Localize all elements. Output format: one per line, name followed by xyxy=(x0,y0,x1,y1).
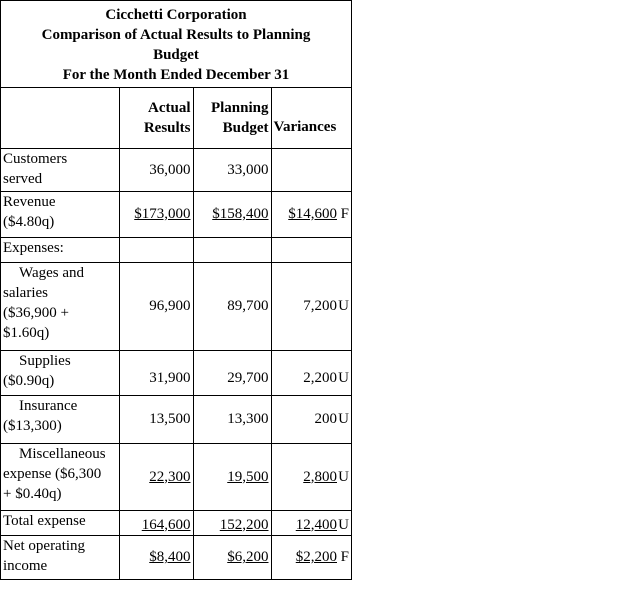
amount: 2,200 xyxy=(303,369,337,386)
amount: 22,300 xyxy=(149,468,191,485)
amount: $6,200 xyxy=(227,549,269,566)
label-text: served xyxy=(3,170,43,187)
table-row-miscellaneous xyxy=(1,443,351,510)
row-label xyxy=(1,535,119,579)
label-text: $1.60q) xyxy=(3,324,50,341)
header-text: Planning xyxy=(210,99,269,116)
amount: 152,200 xyxy=(219,516,269,533)
empty-cell xyxy=(119,237,193,262)
header-row xyxy=(1,88,351,148)
variance-flag: U xyxy=(338,516,349,533)
label-text: Supplies xyxy=(19,352,71,369)
header-variances: Variances xyxy=(271,88,351,148)
table-row-insurance xyxy=(1,395,351,443)
header-text: Budget xyxy=(222,119,269,136)
report-title-line: Comparison of Actual Results to Planning xyxy=(41,27,311,43)
planning-value xyxy=(193,191,271,237)
label-text: income xyxy=(3,557,48,574)
planning-value: 33,000 xyxy=(193,148,271,191)
report-title-block xyxy=(1,1,351,88)
actual-value xyxy=(119,191,193,237)
header-planning-budget xyxy=(193,88,271,148)
amount: $173,000 xyxy=(134,206,191,222)
label-text: + $0.40q) xyxy=(3,485,62,502)
planning-value xyxy=(193,443,271,510)
row-label: Expenses: xyxy=(1,237,119,262)
variance-value xyxy=(271,510,351,535)
label-text: expense ($6,300 xyxy=(3,465,102,482)
amount: $14,600 xyxy=(288,206,337,222)
header-blank xyxy=(1,88,119,148)
header-actual-results xyxy=(119,88,193,148)
variance-value xyxy=(271,350,351,395)
table-row-expenses-heading xyxy=(1,237,351,262)
planning-value: 29,700 xyxy=(193,350,271,395)
amount: 2,800 xyxy=(303,468,337,485)
planning-value: 89,700 xyxy=(193,262,271,350)
empty-cell xyxy=(271,237,351,262)
variance-value xyxy=(271,262,351,350)
label-text: Net operating xyxy=(3,537,86,554)
row-label xyxy=(1,443,119,510)
report-period: For the Month Ended December 31 xyxy=(62,67,290,83)
amount: $158,400 xyxy=(212,206,269,222)
variance-flag: U xyxy=(338,298,349,314)
amount: 164,600 xyxy=(141,516,191,533)
label-text: ($36,900 + xyxy=(3,304,69,321)
variance-flag: U xyxy=(338,411,349,427)
actual-value: 31,900 xyxy=(119,350,193,395)
amount: 200 xyxy=(314,411,337,427)
actual-value: 96,900 xyxy=(119,262,193,350)
label-text: Revenue xyxy=(3,193,56,210)
comparison-table xyxy=(1,88,351,579)
label-text: Miscellaneous xyxy=(19,445,106,462)
company-name: Cicchetti Corporation xyxy=(105,7,247,23)
table-row-total-expense xyxy=(1,510,351,535)
row-label xyxy=(1,148,119,191)
variance-value xyxy=(271,395,351,443)
planning-value xyxy=(193,535,271,579)
label-text: ($0.90q) xyxy=(3,372,55,389)
variance-flag: U xyxy=(338,369,349,386)
table-row-wages xyxy=(1,262,351,350)
actual-value xyxy=(119,443,193,510)
header-text: Actual xyxy=(148,99,191,116)
row-label xyxy=(1,191,119,237)
row-label xyxy=(1,395,119,443)
amount: 7,200 xyxy=(303,298,337,314)
amount: 19,500 xyxy=(227,468,269,485)
variance-flag: U xyxy=(338,468,349,485)
row-label: Total expense xyxy=(1,510,119,535)
label-text: Insurance xyxy=(19,397,78,414)
amount: $8,400 xyxy=(149,549,191,566)
label-text: Wages and xyxy=(19,264,85,281)
actual-value: 36,000 xyxy=(119,148,193,191)
table-row-net-operating-income xyxy=(1,535,351,579)
table-row-customers xyxy=(1,148,351,191)
variance-value xyxy=(271,443,351,510)
amount: 12,400 xyxy=(295,516,337,533)
planning-value xyxy=(193,510,271,535)
actual-value xyxy=(119,535,193,579)
variance-value xyxy=(271,535,351,579)
variance-flag: F xyxy=(340,206,349,222)
row-label xyxy=(1,350,119,395)
row-label xyxy=(1,262,119,350)
table-row-revenue xyxy=(1,191,351,237)
planning-value: 13,300 xyxy=(193,395,271,443)
label-text: ($13,300) xyxy=(3,417,62,434)
label-text: ($4.80q) xyxy=(3,213,55,230)
actual-value xyxy=(119,510,193,535)
variance-value xyxy=(271,148,351,191)
table-row-supplies xyxy=(1,350,351,395)
amount: $2,200 xyxy=(295,549,337,566)
empty-cell xyxy=(193,237,271,262)
header-text: Results xyxy=(143,119,191,136)
variance-flag: F xyxy=(340,549,349,566)
label-text: Customers xyxy=(3,150,68,167)
variance-value xyxy=(271,191,351,237)
report-title-line: Budget xyxy=(153,47,199,63)
label-text: salaries xyxy=(3,284,48,301)
actual-value: 13,500 xyxy=(119,395,193,443)
